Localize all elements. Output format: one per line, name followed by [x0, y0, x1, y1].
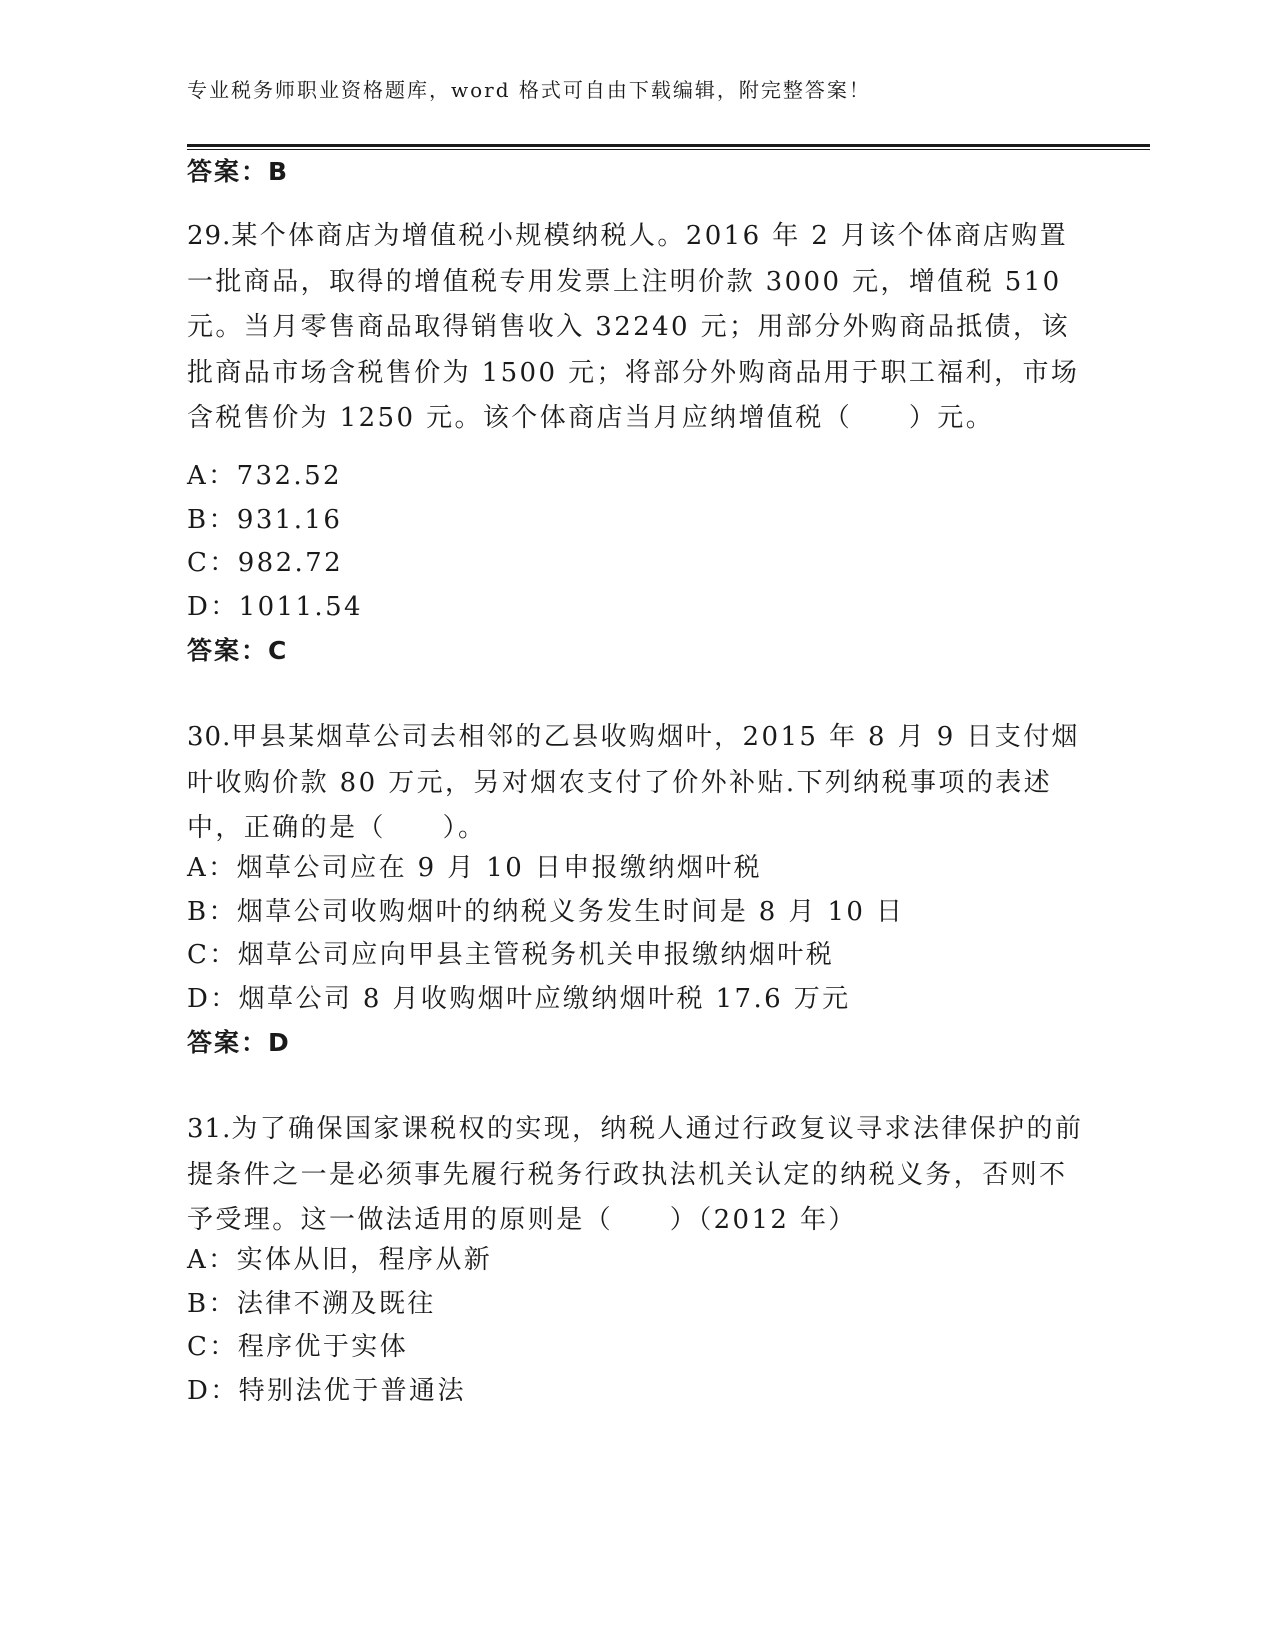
question-30-option-b: B：烟草公司收购烟叶的纳税义务发生时间是 8 月 10 日 — [187, 897, 905, 927]
question-31 — [187, 1107, 1087, 1244]
question-text: 甲县某烟草公司去相邻的乙县收购烟叶，2015 年 8 月 9 日支付烟叶收购价款 80 万元，另对烟农支付了价外补贴.下列纳税事项的表述中，正确的是（ ）。 — [187, 722, 1080, 843]
question-number: 31. — [187, 1114, 232, 1144]
question-29-option-b: B：931.16 — [187, 505, 343, 535]
question-text: 为了确保国家课税权的实现，纳税人通过行政复议寻求法律保护的前提条件之一是必须事先履行税务行政执法机关认定的纳税义务，否则不予受理。这一做法适用的原则是（ ）（2012 年） — [187, 1114, 1084, 1235]
question-31-option-d: D：特别法优于普通法 — [187, 1376, 466, 1406]
header-divider — [187, 144, 1150, 147]
question-29-option-c: C：982.72 — [187, 548, 344, 578]
previous-answer: 答案：B — [187, 157, 290, 186]
question-30-option-c: C：烟草公司应向甲县主管税务机关申报缴纳烟叶税 — [187, 940, 835, 970]
header-divider-thin — [187, 149, 1150, 150]
question-number: 30. — [187, 722, 232, 752]
page-header: 专业税务师职业资格题库，word 格式可自由下载编辑，附完整答案！ — [187, 78, 871, 102]
question-30 — [187, 715, 1087, 852]
question-29 — [187, 214, 1087, 442]
question-31-option-c: C：程序优于实体 — [187, 1332, 409, 1362]
question-29-option-a: A：732.52 — [187, 461, 342, 491]
question-31-option-b: B：法律不溯及既往 — [187, 1289, 436, 1319]
question-number: 29. — [187, 221, 232, 251]
question-text: 某个体商店为增值税小规模纳税人。2016 年 2 月该个体商店购置一批商品，取得的增值税专用发票上注明价款 3000 元，增值税 510 元。当月零售商品取得销售收入 32240 元；用部分外购商品抵债，该批商品市场含税售价为 1500 元；将部分外购商品用于职工福利，市场含税售价为 1250 元。该个体商店当月应纳增值税（ ）元。 — [187, 221, 1080, 433]
question-30-option-d: D：烟草公司 8 月收购烟叶应缴纳烟叶税 17.6 万元 — [187, 984, 851, 1014]
question-30-answer: 答案：D — [187, 1028, 291, 1057]
question-29-answer: 答案：C — [187, 636, 289, 665]
question-29-option-d: D：1011.54 — [187, 592, 363, 622]
question-30-option-a: A：烟草公司应在 9 月 10 日申报缴纳烟叶税 — [187, 853, 763, 883]
question-31-option-a: A：实体从旧，程序从新 — [187, 1245, 493, 1275]
